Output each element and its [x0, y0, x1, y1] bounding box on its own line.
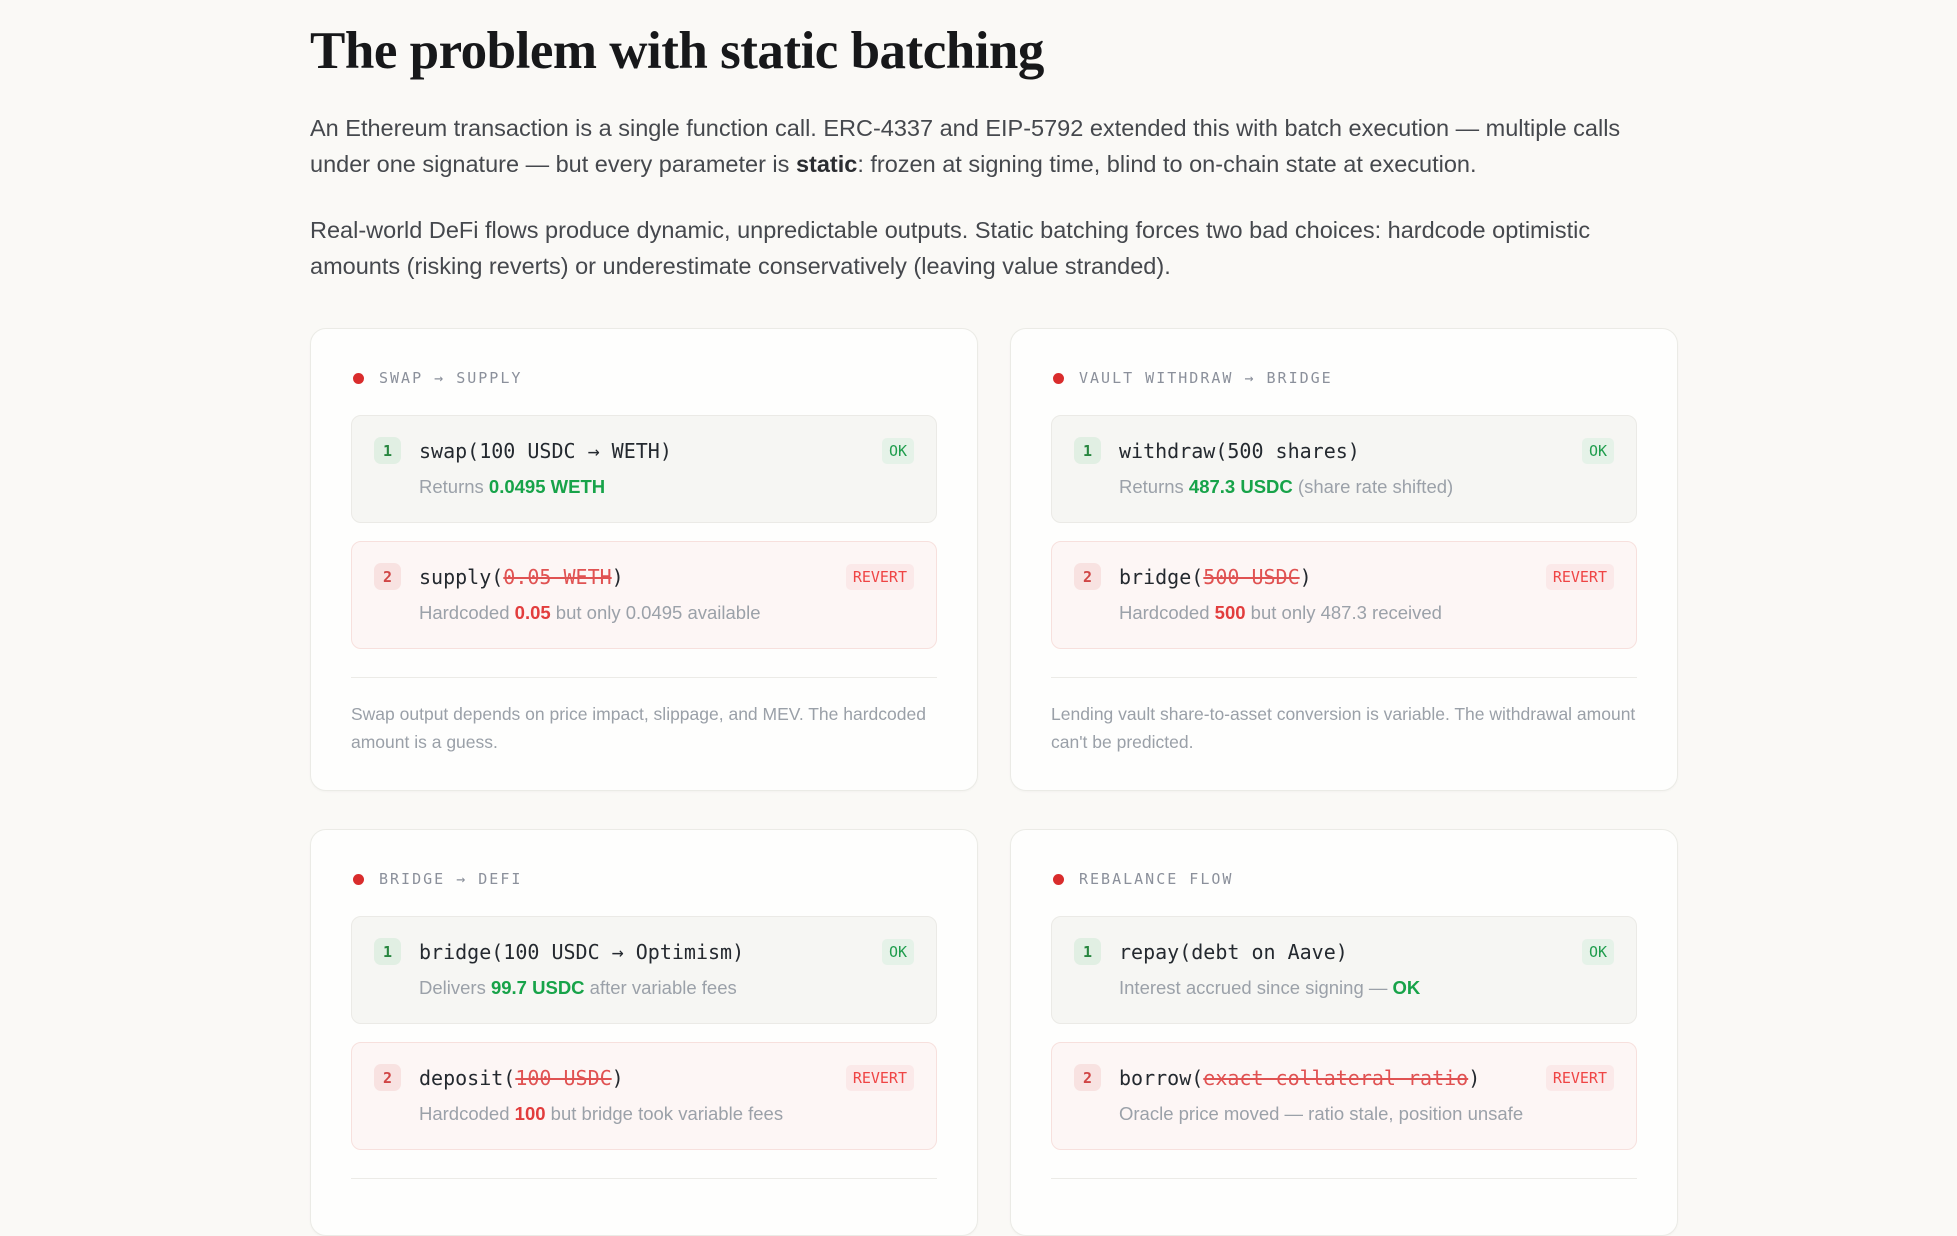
divider	[1051, 677, 1637, 678]
intro-paragraph-1	[310, 110, 1655, 182]
step-number-badge: 1	[374, 938, 401, 965]
step-row-ok	[351, 916, 937, 1024]
intro-paragraph-2	[310, 212, 1655, 284]
divider	[351, 1178, 937, 1179]
step-number-badge: 1	[1074, 437, 1101, 464]
step-row-ok	[1051, 415, 1637, 523]
status-badge-ok: OK	[1582, 939, 1614, 965]
step-number-badge: 1	[374, 437, 401, 464]
step-detail: Oracle price moved — ratio stale, position unsafe	[1119, 1103, 1524, 1125]
detail-value: 500	[1214, 602, 1246, 624]
step-row-revert	[1051, 1042, 1637, 1150]
scenario-card-bridge-defi	[310, 829, 978, 1236]
scenario-note: Swap output depends on price impact, slippage, and MEV. The hardcoded amount is a guess.	[351, 704, 926, 753]
red-dot-icon	[353, 874, 364, 885]
call-signature: borrow(exact collateral ratio)	[1119, 1065, 1481, 1090]
paragraph-text: Real-world DeFi flows produce dynamic, unpredictable outputs. Static batching forces two bad choices: hardcode optimistic amounts (risking reverts) or underestimate conservatively (leaving value stranded).	[310, 217, 1591, 280]
struck-argument: 0.05 WETH	[503, 564, 612, 589]
detail-value: 0.0495 WETH	[488, 476, 606, 498]
scenario-note: Lending vault share-to-asset conversion is variable. The withdrawal amount can't be predicted.	[1051, 704, 1636, 753]
status-badge-revert: REVERT	[1546, 564, 1614, 590]
step-row-revert	[351, 1042, 937, 1150]
detail-value: 100	[514, 1103, 546, 1125]
step-detail: Returns 0.0495 WETH	[419, 476, 606, 498]
scenario-card-swap-supply	[310, 328, 978, 791]
scenario-header	[353, 369, 937, 387]
paragraph-text: : frozen at signing time, blind to on-chain state at execution.	[857, 151, 1477, 178]
step-detail: Delivers 99.7 USDC after variable fees	[419, 977, 737, 999]
scenario-card-vault-withdraw-bridge	[1010, 328, 1678, 791]
scenario-card-rebalance-flow	[1010, 829, 1678, 1236]
scenario-label: SWAP → SUPPLY	[379, 369, 523, 388]
divider	[1051, 1178, 1637, 1179]
step-number-badge: 2	[1074, 1064, 1101, 1091]
status-badge-ok: OK	[882, 939, 914, 965]
step-row-ok	[351, 415, 937, 523]
call-signature: bridge(500 USDC)	[1119, 564, 1312, 589]
step-call-line	[374, 1064, 914, 1091]
scenario-header	[353, 870, 937, 888]
struck-argument: 500 USDC	[1203, 564, 1300, 589]
step-row-revert	[351, 541, 937, 649]
status-badge-revert: REVERT	[846, 564, 914, 590]
step-number-badge: 2	[1074, 563, 1101, 590]
call-signature: swap(100 USDC → WETH)	[419, 438, 672, 463]
scenario-label: VAULT WITHDRAW → BRIDGE	[1079, 369, 1333, 388]
step-detail: Returns 487.3 USDC (share rate shifted)	[1119, 476, 1454, 498]
step-call-line	[374, 563, 914, 590]
status-badge-ok: OK	[882, 438, 914, 464]
emphasis-static: static	[795, 151, 858, 178]
step-detail: Hardcoded 0.05 but only 0.0495 available	[419, 602, 761, 624]
step-row-revert	[1051, 541, 1637, 649]
call-signature: withdraw(500 shares)	[1119, 438, 1360, 463]
call-signature: repay(debt on Aave)	[1119, 939, 1348, 964]
step-number-badge: 2	[374, 563, 401, 590]
struck-argument: exact collateral ratio	[1203, 1065, 1469, 1090]
status-badge-revert: REVERT	[846, 1065, 914, 1091]
status-badge-ok: OK	[1582, 438, 1614, 464]
detail-value: 99.7 USDC	[490, 977, 585, 999]
red-dot-icon	[1053, 373, 1064, 384]
step-call-line	[374, 437, 914, 464]
red-dot-icon	[1053, 874, 1064, 885]
scenario-header	[1053, 870, 1637, 888]
step-call-line	[1074, 1064, 1614, 1091]
scenario-header	[1053, 369, 1637, 387]
detail-value: OK	[1392, 977, 1421, 999]
red-dot-icon	[353, 373, 364, 384]
step-number-badge: 2	[374, 1064, 401, 1091]
step-row-ok	[1051, 916, 1637, 1024]
step-detail: Hardcoded 500 but only 487.3 received	[1119, 602, 1442, 624]
status-badge-revert: REVERT	[1546, 1065, 1614, 1091]
step-call-line	[1074, 938, 1614, 965]
step-call-line	[1074, 563, 1614, 590]
step-call-line	[1074, 437, 1614, 464]
call-signature: bridge(100 USDC → Optimism)	[419, 939, 745, 964]
scenario-label: REBALANCE FLOW	[1079, 870, 1234, 889]
detail-value: 0.05	[514, 602, 551, 624]
call-signature: supply(0.05 WETH)	[419, 564, 624, 589]
scenario-card-grid	[310, 328, 1688, 1236]
detail-value: 487.3 USDC	[1188, 476, 1293, 498]
step-call-line	[374, 938, 914, 965]
divider	[351, 677, 937, 678]
step-detail: Interest accrued since signing — OK	[1119, 977, 1421, 999]
step-detail: Hardcoded 100 but bridge took variable fees	[419, 1103, 784, 1125]
struck-argument: 100 USDC	[515, 1065, 612, 1090]
paragraph-text: An Ethereum transaction is a single function call. ERC-4337 and EIP-5792 extended this with batch execution — multiple calls under one signature — but every parameter is	[310, 115, 1621, 178]
page-title: The problem with static batching	[310, 22, 1044, 80]
step-number-badge: 1	[1074, 938, 1101, 965]
scenario-label: BRIDGE → DEFI	[379, 870, 523, 889]
call-signature: deposit(100 USDC)	[419, 1065, 624, 1090]
